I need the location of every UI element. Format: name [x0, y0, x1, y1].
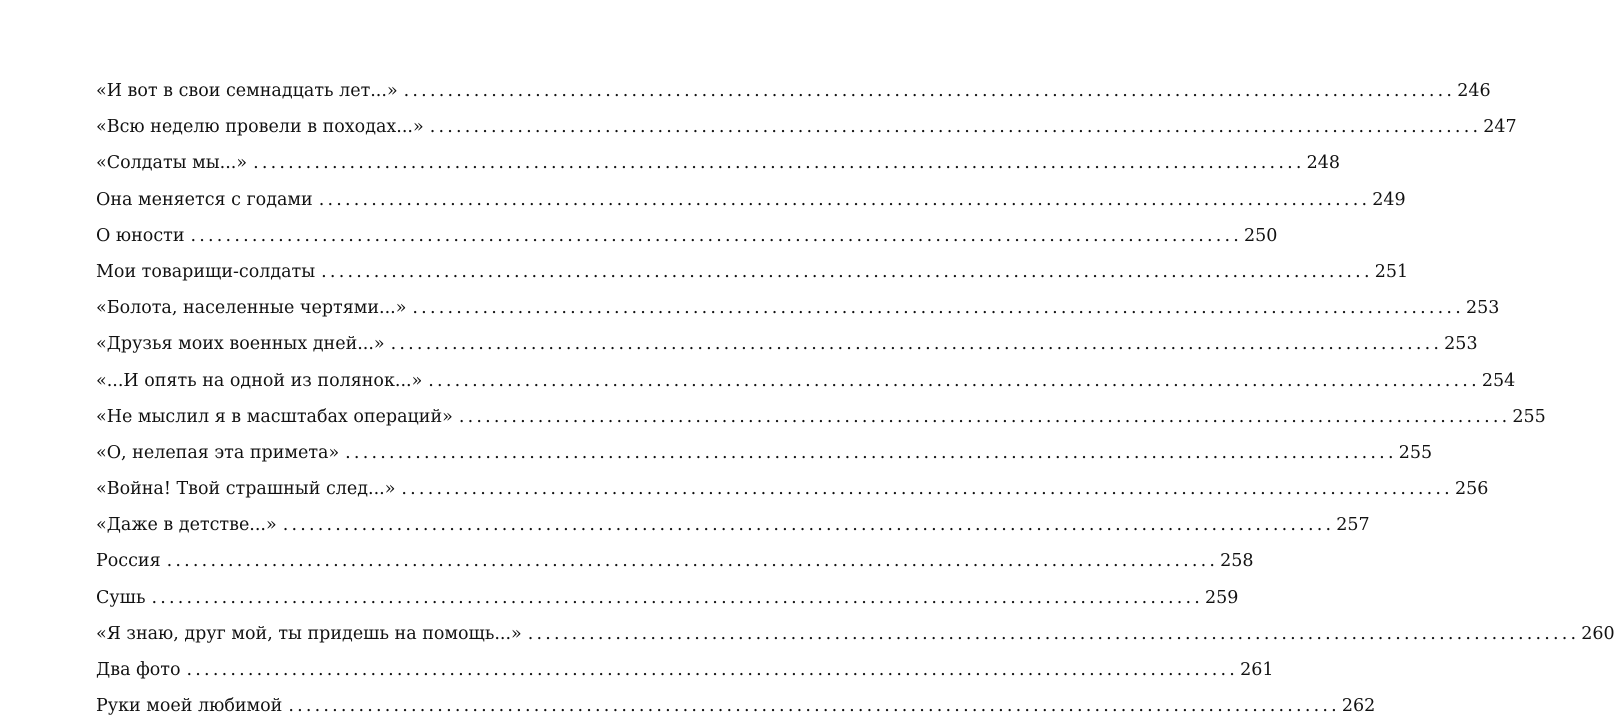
toc-entry-title: Россия: [96, 551, 161, 572]
dot-leader: ........................................................................................................................: [527, 623, 1580, 644]
toc-entry: [96, 399, 1546, 435]
dot-leader: ........................................................................................................................: [186, 660, 1239, 680]
dot-leader: ........................................................................................................................: [403, 81, 1456, 101]
toc-entry-title: «Солдаты мы...»: [96, 153, 248, 174]
toc-entry-title: Руки моей любимой: [96, 696, 283, 717]
toc-entry: [96, 145, 1341, 181]
toc-entry-page-number: 249: [1372, 189, 1406, 210]
toc-entry: [96, 109, 1517, 145]
toc-entry: [96, 652, 1274, 688]
toc-entry: [96, 254, 1409, 290]
dot-leader: ........................................................................................................................: [458, 406, 1511, 427]
toc-entry-title: «О, нелепая эта примета»: [96, 442, 340, 463]
toc-entry: [96, 73, 1491, 109]
toc-entry-page-number: 251: [1374, 261, 1409, 282]
toc-entry-page-number: 259: [1205, 587, 1239, 608]
toc-entry-title: «Война! Твой страшный след...»: [96, 479, 396, 500]
toc-entry-page-number: 258: [1220, 551, 1254, 572]
dot-leader: ........................................................................................................................: [253, 153, 1305, 174]
toc-entry-page-number: 257: [1336, 515, 1370, 536]
toc-entry-page-number: 246: [1457, 81, 1491, 101]
dot-leader: ........................................................................................................................: [321, 261, 1373, 282]
toc-entry-page-number: 248: [1306, 153, 1341, 174]
toc-entry-title: О юности: [96, 225, 185, 246]
toc-entry: [96, 580, 1239, 616]
toc-entry-page-number: 253: [1444, 334, 1478, 355]
toc-entry-page-number: 262: [1341, 696, 1376, 717]
toc-entry-title: Мои товарищи-солдаты: [96, 261, 316, 282]
toc-entry: [96, 326, 1478, 362]
toc-entry: [96, 688, 1376, 724]
toc-entry-title: «...И опять на одной из полянок...»: [96, 370, 423, 391]
toc-entry: [96, 471, 1489, 507]
toc-entry: [96, 182, 1406, 218]
toc-entry: [96, 616, 1615, 652]
toc-entry-page-number: 255: [1512, 406, 1546, 427]
dot-leader: ........................................................................................................................: [429, 117, 1482, 138]
toc-entry-page-number: 254: [1481, 370, 1516, 391]
dot-leader: ........................................................................................................................: [401, 479, 1453, 500]
dot-leader: ........................................................................................................................: [412, 298, 1464, 319]
toc-entry-title: «Всю неделю провели в походах...»: [96, 117, 424, 138]
toc-entry: [96, 507, 1370, 543]
toc-entry-page-number: 255: [1398, 442, 1433, 463]
toc-entry: [96, 290, 1500, 326]
toc-entry-title: Сушь: [96, 587, 146, 608]
dot-leader: ........................................................................................................................: [190, 225, 1243, 246]
dot-leader: ........................................................................................................................: [282, 515, 1335, 536]
toc-entry-title: Два фото: [96, 660, 181, 680]
dot-leader: ........................................................................................................................: [428, 370, 1480, 391]
dot-leader: ........................................................................................................................: [390, 334, 1443, 355]
toc-entry-title: «Я знаю, друг мой, ты придешь на помощь...»: [96, 623, 522, 644]
toc-entry-page-number: 256: [1454, 479, 1489, 500]
table-of-contents: [96, 73, 1615, 724]
toc-entry-page-number: 250: [1244, 225, 1278, 246]
toc-entry: [96, 218, 1278, 254]
dot-leader: ........................................................................................................................: [166, 551, 1219, 572]
dot-leader: ........................................................................................................................: [318, 189, 1371, 210]
dot-leader: ........................................................................................................................: [288, 696, 1340, 717]
toc-entry-page-number: 260: [1581, 623, 1615, 644]
dot-leader: ........................................................................................................................: [345, 442, 1397, 463]
toc-entry-title: «Друзья моих военных дней...»: [96, 334, 385, 355]
toc-entry-title: «И вот в свои семнадцать лет...»: [96, 81, 398, 101]
toc-entry-title: «Не мыслил я в масштабах операций»: [96, 406, 453, 427]
toc-entry-page-number: 261: [1240, 660, 1274, 680]
dot-leader: ........................................................................................................................: [151, 587, 1204, 608]
toc-entry-title: Она меняется с годами: [96, 189, 313, 210]
toc-entry-title: «Даже в детстве...»: [96, 515, 277, 536]
toc-entry-page-number: 253: [1465, 298, 1500, 319]
toc-entry-page-number: 247: [1483, 117, 1517, 138]
toc-entry: [96, 543, 1254, 579]
toc-entry: [96, 435, 1433, 471]
toc-entry-title: «Болота, населенные чертями...»: [96, 298, 407, 319]
toc-entry: [96, 363, 1516, 399]
